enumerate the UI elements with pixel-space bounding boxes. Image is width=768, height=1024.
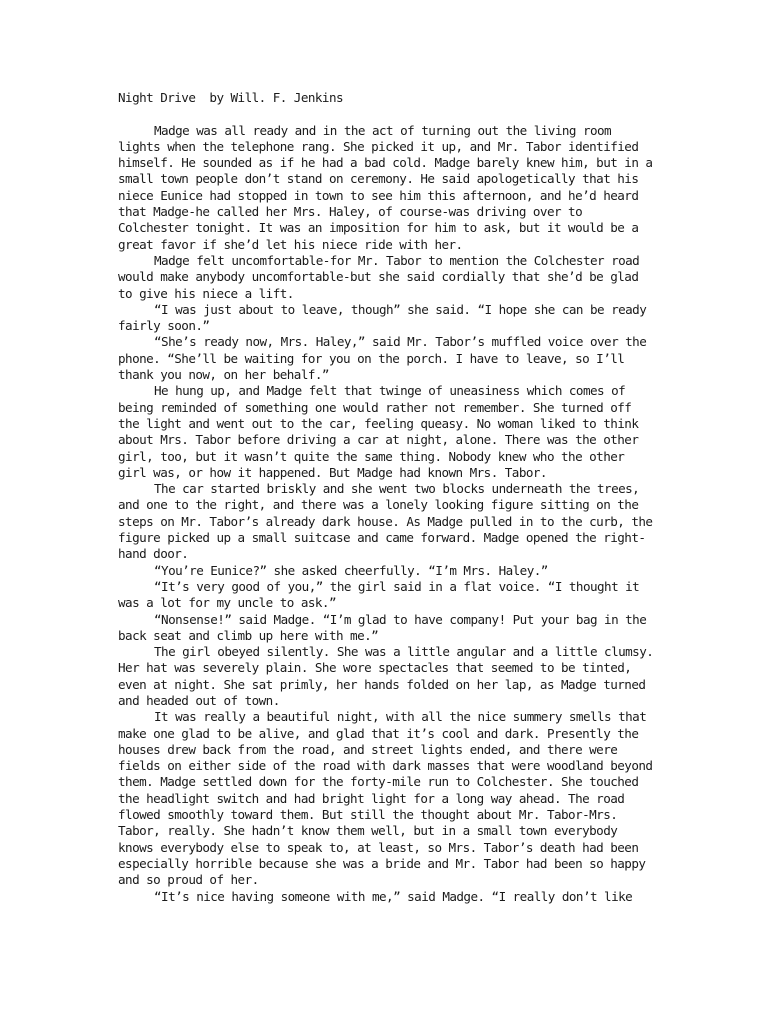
paragraph: “It’s very good of you,” the girl said in a flat voice. “I thought it was a lot for my uncle to ask.” <box>118 578 640 611</box>
document-title: Night Drive by Will. F. Jenkins <box>118 90 344 105</box>
paragraph: He hung up, and Madge felt that twinge of uneasiness which comes of being reminded of something one would rather not remember. She turned off the light and went out to the car, feeling queasy. No woman liked to think about Mrs. Tabor before driving a car at night, alone. There was the other girl, too, but it wasn’t quite the same thing. Nobody knew who the other girl was, or how it happened. But Madge had known Mrs. Tabor. <box>118 383 639 480</box>
paragraph: “I was just about to leave, though” she said. “I hope she can be ready fairly soon.” <box>118 301 647 334</box>
document-body <box>118 90 658 905</box>
paragraph: The girl obeyed silently. She was a little angular and a little clumsy. Her hat was severely plain. She wore spectacles that seemed to be tinted, even at night. She sat primly, her hands folded on her lap, as Madge turned and headed out of town. <box>118 644 654 708</box>
paragraph: “Nonsense!” said Madge. “I’m glad to have company! Put your bag in the back seat and climb up here with me.” <box>118 611 647 643</box>
paragraph: Madge felt uncomfortable-for Mr. Tabor to mention the Colchester road would make anybody uncomfortable-but she said cordially that she’d be glad to give his niece a lift. <box>118 252 640 301</box>
paragraph: “It’s nice having someone with me,” said Madge. “I really don’t like <box>154 888 633 904</box>
paragraph: “You’re Eunice?” she asked cheerfully. “I’m Mrs. Haley.” <box>154 562 548 578</box>
paragraph: The car started briskly and she went two blocks underneath the trees, and one to the right, and there was a lonely looking figure sitting on the steps on Mr. Tabor’s already dark house. As Madge pulled in to the curb, the figure picked up a small suitcase and came forward. Madge opened the right-hand door. <box>118 481 653 562</box>
paragraph: It was really a beautiful night, with all the nice summery smells that make one glad to be alive, and glad that it’s cool and dark. Presently the houses drew back from the road, and street lights ended, and there were fields on either side of the road with dark masses that were woodland beyond them. Madge settled down for the forty-mile run to Colchester. She touched the headlight switch and had bright light for a long way ahead. The road flowed smoothly toward them. But still the thought about Mr. Tabor-Mrs. Tabor, really. She hadn’t know them well, but in a small town everybody knows everybody else to speak to, at least, so Mrs. Tabor’s death had been especially horrible because she was a bride and Mr. Tabor had been so happy and so proud of her. <box>118 709 653 888</box>
paragraph: “She’s ready now, Mrs. Haley,” said Mr. Tabor’s muffled voice over the phone. “She’ll be waiting for you on the porch. I have to leave, so I’ll thank you now, on her behalf.” <box>118 334 647 383</box>
paragraph: Madge was all ready and in the act of turning out the living room lights when the telephone rang. She picked it up, and Mr. Tabor identified himself. He sounded as if he had a bad cold. Madge barely knew him, but in a small town people don’t stand on ceremony. He said apologetically that his niece Eunice had stopped in town to see him this afternoon, and he’d heard that Madge-he called her Mrs. Haley, of course-was driving over to Colchester tonight. It was an imposition for him to ask, but it would be a great favor if she’d let his niece ride with her. <box>118 122 653 252</box>
